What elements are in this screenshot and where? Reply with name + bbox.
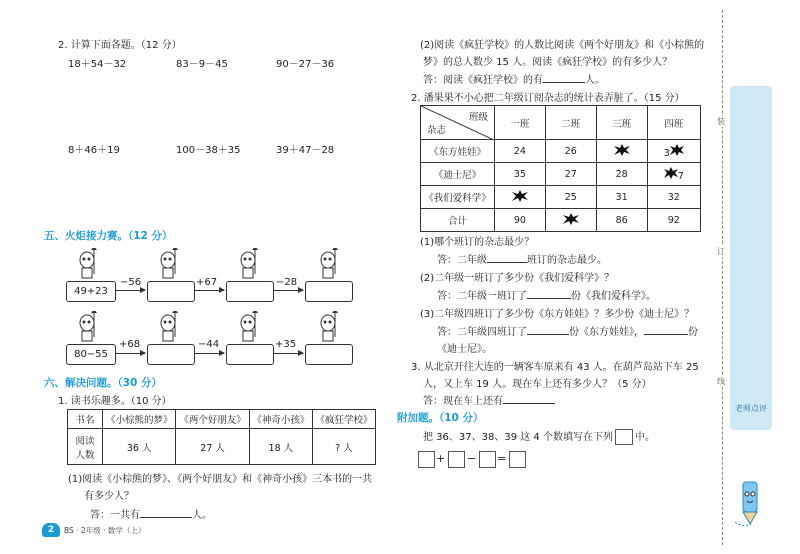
page-number-badge: 2 xyxy=(42,523,60,537)
sub-q1: (1)哪个班订的杂志最少？ xyxy=(420,237,535,248)
arrow-right-icon xyxy=(115,353,145,354)
row-label-line: 阅读 xyxy=(75,435,95,447)
teacher-comment-panel xyxy=(730,86,772,430)
torch-robot-icon xyxy=(158,248,180,282)
q1-2-text: (2)阅读《疯狂学校》的人数比阅读《两个好朋友》和《小棕熊的 xyxy=(420,40,705,51)
bonus-title: 附加题。（10 分） xyxy=(397,412,484,424)
ink-blot-icon xyxy=(670,144,684,156)
q1-2-text: 梦》的总人数少 15 人。阅读《疯狂学校》的有多少人？ xyxy=(423,57,673,68)
relay1-op1: −56 xyxy=(120,277,142,288)
bonus-prefix: 把 36、37、38、39 这 4 个数填写在下列 xyxy=(423,432,613,443)
ink-blot-icon xyxy=(563,213,579,225)
calc-2: 83－9－45 xyxy=(176,59,228,70)
sub-q1-answer xyxy=(437,251,607,266)
answer-suffix: 人。 xyxy=(585,75,605,86)
sub-q2-answer xyxy=(437,287,656,302)
binding-char: 装 xyxy=(717,117,725,126)
q3-answer xyxy=(423,392,555,407)
table-header: 《神奇小孩》 xyxy=(249,410,312,429)
relay1-start-box xyxy=(66,281,116,302)
table-cell: 27 人 xyxy=(176,429,249,465)
calc-3: 90－27－36 xyxy=(276,59,335,70)
arrow-right-icon xyxy=(273,353,303,354)
relay1-answer-box[interactable] xyxy=(226,281,274,302)
equals-sign: = xyxy=(497,452,507,465)
q1-1-text: 有多少人？ xyxy=(84,491,134,502)
sub-q3: (3)二年级四班订了多少份《东方娃娃》？多少份《迪士尼》？ xyxy=(420,309,695,320)
answer-mid: 份《东方娃娃》， xyxy=(569,327,644,338)
ink-blot-cell xyxy=(495,186,546,209)
table-cell: 31 xyxy=(596,186,647,209)
ink-blot-icon xyxy=(512,190,528,202)
answer-prefix: 答：二年级 xyxy=(437,255,487,266)
relay2-start-box xyxy=(66,344,116,365)
table-cell: 86 xyxy=(596,209,647,232)
answer-prefix: 答：阅读《疯狂学校》的有 xyxy=(423,75,543,86)
answer-blank[interactable] xyxy=(527,334,569,335)
table-cell: 27 xyxy=(545,163,596,186)
section6-title: 六、解决问题。（30 分） xyxy=(44,377,163,389)
relay2-op3: +35 xyxy=(275,339,297,350)
torch-robot-icon xyxy=(238,248,260,282)
table-corner xyxy=(421,106,495,140)
q3-text: 3. 从北京开往大连的一辆客车原来有 43 人。在葫芦岛站下车 25 xyxy=(411,362,699,373)
q2-title: 2. 潘果果不小心把二年级订阅杂志的统计表弄脏了。（15 分） xyxy=(411,93,685,104)
table-cell: 36 人 xyxy=(103,429,176,465)
arrow-right-icon xyxy=(194,290,224,291)
relay1-op3: −28 xyxy=(276,277,298,288)
footer-text: BS · 2年级 · 数学（上） xyxy=(64,526,146,535)
bonus-box-3[interactable] xyxy=(479,451,496,468)
table-header: 《两个好朋友》 xyxy=(176,410,249,429)
ink-blot-cell xyxy=(596,140,647,163)
torch-robot-icon xyxy=(77,248,99,282)
minus-sign: − xyxy=(467,452,477,465)
table-cell: 24 xyxy=(495,140,546,163)
sub-q3-answer-end: 《迪士尼》。 xyxy=(437,344,492,355)
table-cell: 90 xyxy=(495,209,546,232)
binding-char: 订 xyxy=(717,247,725,256)
table-cell: 26 xyxy=(545,140,596,163)
torch-robot-icon xyxy=(158,311,180,345)
row-label-line: 人数 xyxy=(75,449,95,461)
calc-4: 8＋46＋19 xyxy=(68,145,120,156)
section5-title: 五、火炬接力赛。（12 分） xyxy=(44,230,173,242)
torch-robot-icon xyxy=(238,311,260,345)
bonus-box-1[interactable] xyxy=(418,451,435,468)
table-header: 《疯狂学校》 xyxy=(312,410,375,429)
answer-suffix: 人。 xyxy=(192,510,212,521)
binding-line xyxy=(722,10,723,545)
sub-q3-answer xyxy=(437,323,698,338)
answer-blank[interactable] xyxy=(644,334,688,335)
book-table xyxy=(67,409,376,465)
arrow-right-icon xyxy=(115,290,145,291)
torch-robot-icon xyxy=(318,311,340,345)
answer-prefix: 答：二年级一班订了 xyxy=(437,291,527,302)
square-icon xyxy=(615,429,633,445)
ink-blot-icon xyxy=(614,144,630,156)
relay2-answer-box[interactable] xyxy=(226,344,274,365)
table-cell: 18 人 xyxy=(249,429,312,465)
table-cell: 32 xyxy=(647,186,700,209)
bonus-text xyxy=(423,428,655,445)
calc-1: 18＋54－32 xyxy=(68,59,127,70)
corner-top: 班级 xyxy=(468,112,488,123)
binding-char: 线 xyxy=(717,377,725,386)
q2-title: 2. 计算下面各题。（12 分） xyxy=(58,40,182,51)
relay2-op1: +68 xyxy=(119,339,141,350)
q1-1-text: (1)阅读《小棕熊的梦》、《两个好朋友》和《神奇小孩》三本书的一共 xyxy=(68,474,373,485)
table-cell: 25 xyxy=(545,186,596,209)
teacher-comment-label: 老师点评 xyxy=(735,404,767,413)
torch-robot-icon xyxy=(77,311,99,345)
answer-suffix: 班订的杂志最少。 xyxy=(527,255,607,266)
arrow-right-icon xyxy=(194,353,224,354)
ink-blot-cell xyxy=(647,163,700,186)
row-label: 合计 xyxy=(421,209,495,232)
sub-q2: (2)二年级一班订了多少份《我们爱科学》？ xyxy=(420,273,615,284)
torch-robot-icon xyxy=(318,248,340,282)
bonus-box-4[interactable] xyxy=(509,451,526,468)
answer-prefix: 答：二年级四班订了 xyxy=(437,327,527,338)
pencil-mascot-icon xyxy=(733,478,769,533)
answer-blank[interactable] xyxy=(503,403,555,404)
table-cell: 35 xyxy=(495,163,546,186)
table-cell: ? 人 xyxy=(312,429,375,465)
col-header: 二班 xyxy=(545,106,596,140)
row-label: 《东方娃娃》 xyxy=(421,140,495,163)
table-header: 书名 xyxy=(68,410,103,429)
relay2-op2: −44 xyxy=(198,339,220,350)
corner-bottom: 杂志 xyxy=(427,125,447,136)
ink-blot-cell xyxy=(545,209,596,232)
calc-6: 39＋47－28 xyxy=(276,145,335,156)
partial-number: 7 xyxy=(677,170,684,182)
calc-5: 100－38＋35 xyxy=(176,145,241,156)
q3-text: 人，又上车 19 人。现在车上还有多少人？（5 分） xyxy=(423,379,652,390)
ink-blot-cell xyxy=(647,140,700,163)
answer-blank[interactable] xyxy=(543,82,585,83)
arrow-right-icon xyxy=(273,290,303,291)
table-cell: 28 xyxy=(596,163,647,186)
bonus-suffix: 中。 xyxy=(634,432,655,443)
row-label xyxy=(68,429,103,465)
relay1-answer-box[interactable] xyxy=(147,281,195,302)
table-header: 《小棕熊的梦》 xyxy=(103,410,176,429)
row-label: 《迪士尼》 xyxy=(421,163,495,186)
q1-2-answer xyxy=(423,71,605,86)
bonus-box-2[interactable] xyxy=(448,451,465,468)
plus-sign: + xyxy=(436,452,446,465)
col-header: 三班 xyxy=(596,106,647,140)
relay1-start: 49+23 xyxy=(74,286,108,297)
answer-suffix: 份 xyxy=(688,327,698,338)
partial-number: 3 xyxy=(663,147,670,159)
relay2-answer-box[interactable] xyxy=(147,344,195,365)
answer-prefix: 答：一共有 xyxy=(90,510,140,521)
answer-prefix: 答：现在车上还有 xyxy=(423,396,503,407)
relay1-op2: +67 xyxy=(196,277,218,288)
magazine-table xyxy=(420,105,701,232)
q1-title: 1. 读书乐趣多。（10 分） xyxy=(58,396,172,407)
relay2-start: 80−55 xyxy=(74,349,108,360)
table-cell: 92 xyxy=(647,209,700,232)
row-label: 《我们爱科学》 xyxy=(421,186,495,209)
answer-blank[interactable] xyxy=(487,262,527,263)
q1-1-answer xyxy=(90,506,212,521)
answer-blank[interactable] xyxy=(140,517,192,518)
col-header: 四班 xyxy=(647,106,700,140)
answer-suffix: 份《我们爱科学》。 xyxy=(571,291,656,302)
relay1-answer-box[interactable] xyxy=(305,281,353,302)
col-header: 一班 xyxy=(495,106,546,140)
ink-blot-icon xyxy=(664,167,678,179)
answer-blank[interactable] xyxy=(527,298,571,299)
relay2-answer-box[interactable] xyxy=(305,344,353,365)
